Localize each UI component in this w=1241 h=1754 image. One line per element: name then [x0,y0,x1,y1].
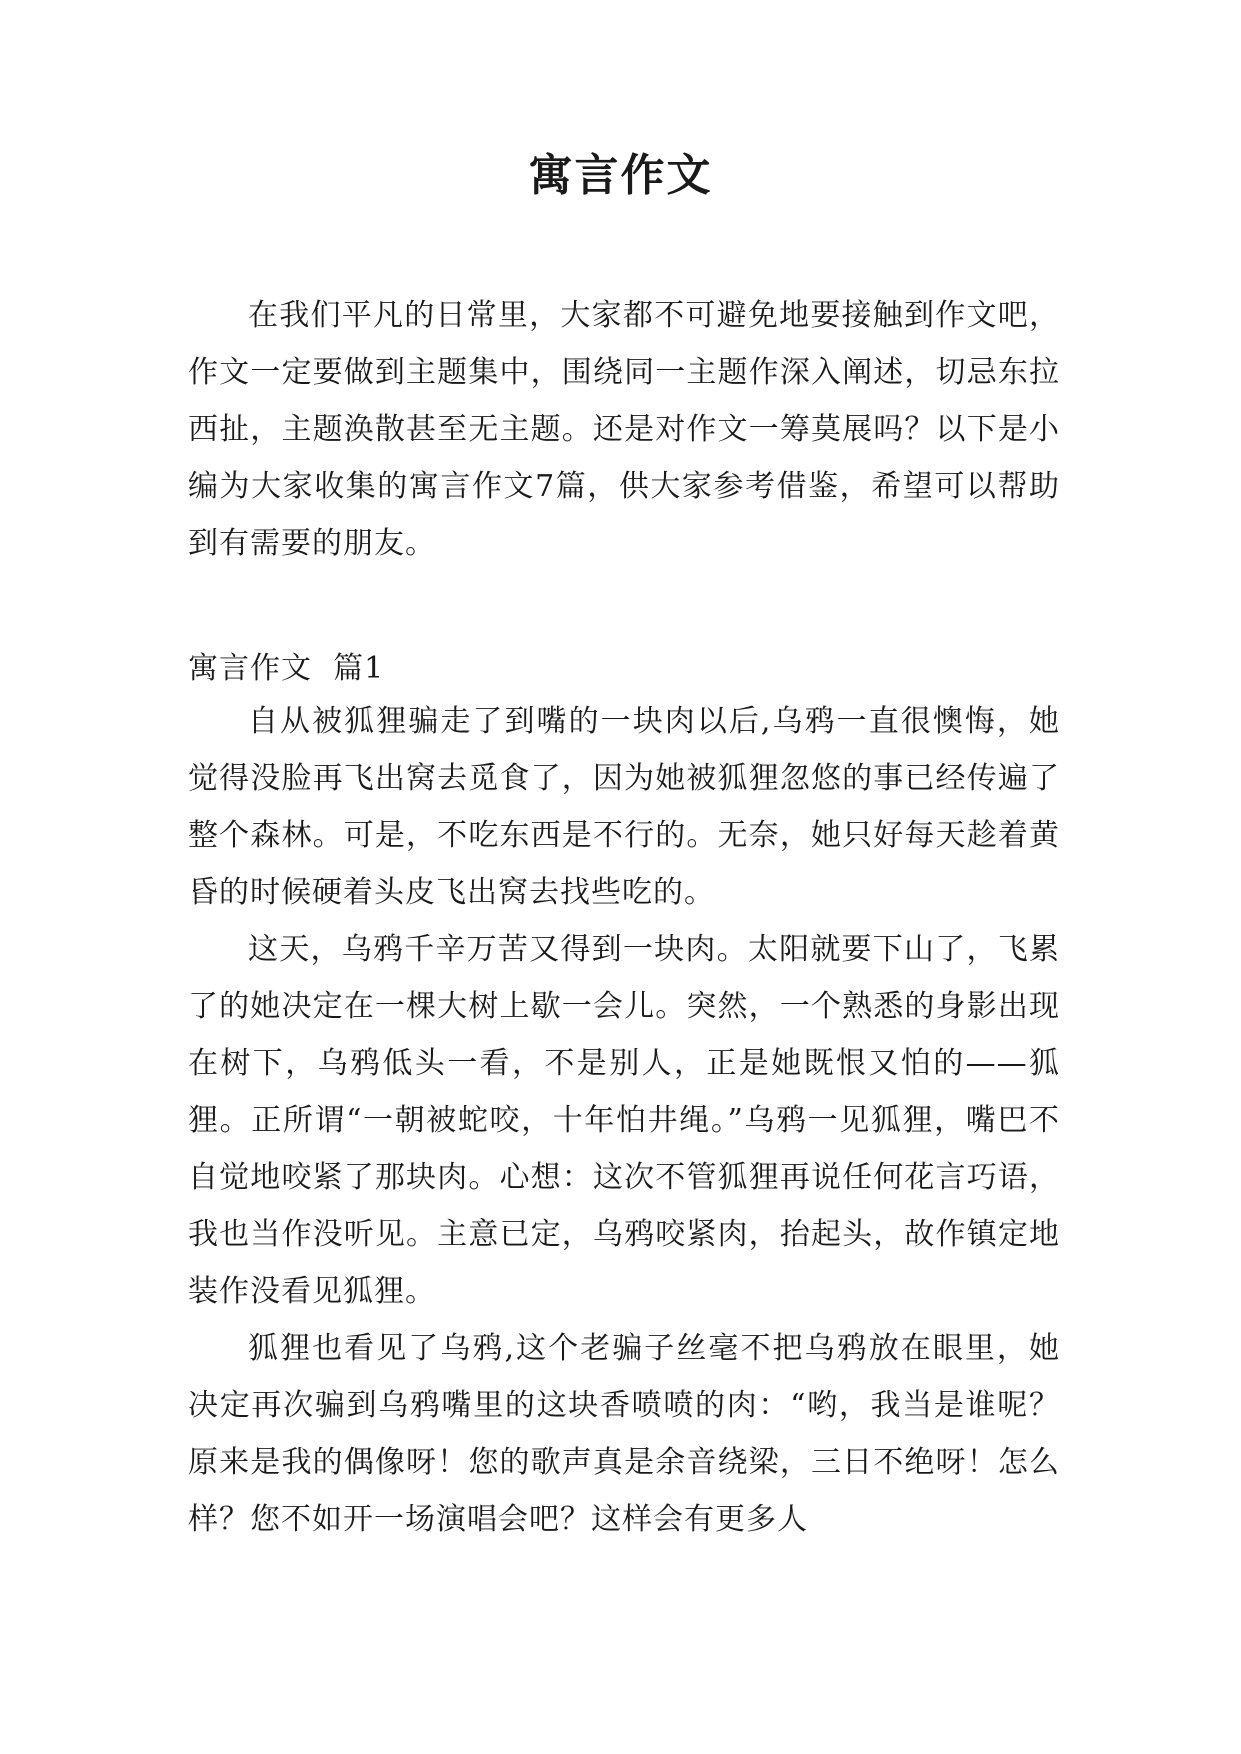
article-body [188,693,1060,1548]
article-paragraph: 狐狸也看见了乌鸦,这个老骗子丝毫不把乌鸦放在眼里，她决定再次骗到乌鸦嘴里的这块香喷喷的肉：“哟，我当是谁呢？原来是我的偶像呀！您的歌声真是余音绕梁，三日不绝呀！怎么样？您不如开一场演唱会吧？这样会有更多人 [188,1331,1060,1537]
document-title: 寓言作文 [528,150,713,201]
article-paragraph: 自从被狐狸骗走了到嘴的一块肉以后,乌鸦一直很懊悔，她觉得没脸再飞出窝去觅食了，因为她被狐狸忽悠的事已经传遍了整个森林。可是，不吃东西是不行的。无奈，她只好每天趁着黄昏的时候硬着头皮飞出窝去找些吃的。 [188,704,1060,910]
article-paragraph: 这天，乌鸦千辛万苦又得到一块肉。太阳就要下山了，飞累了的她决定在一棵大树上歇一会儿。突然，一个熟悉的身影出现在树下，乌鸦低头一看，不是别人，正是她既恨又怕的——狐狸。正所谓“一朝被蛇咬，十年怕井绳。”乌鸦一见狐狸，嘴巴不自觉地咬紧了那块肉。心想：这次不管狐狸再说任何花言巧语，我也当作没听见。主意已定，乌鸦咬紧肉，抬起头，故作镇定地装作没看见狐狸。 [188,932,1060,1309]
intro-section [188,287,1060,572]
section-heading: 寓言作文 篇1 [188,651,385,686]
intro-paragraph: 在我们平凡的日常里，大家都不可避免地要接触到作文吧，作文一定要做到主题集中，围绕同一主题作深入阐述，切忌东拉西扯，主题涣散甚至无主题。还是对作文一筹莫展吗？以下是小编为大家收集的寓言作文7篇，供大家参考借鉴，希望可以帮助到有需要的朋友。 [188,298,1060,561]
